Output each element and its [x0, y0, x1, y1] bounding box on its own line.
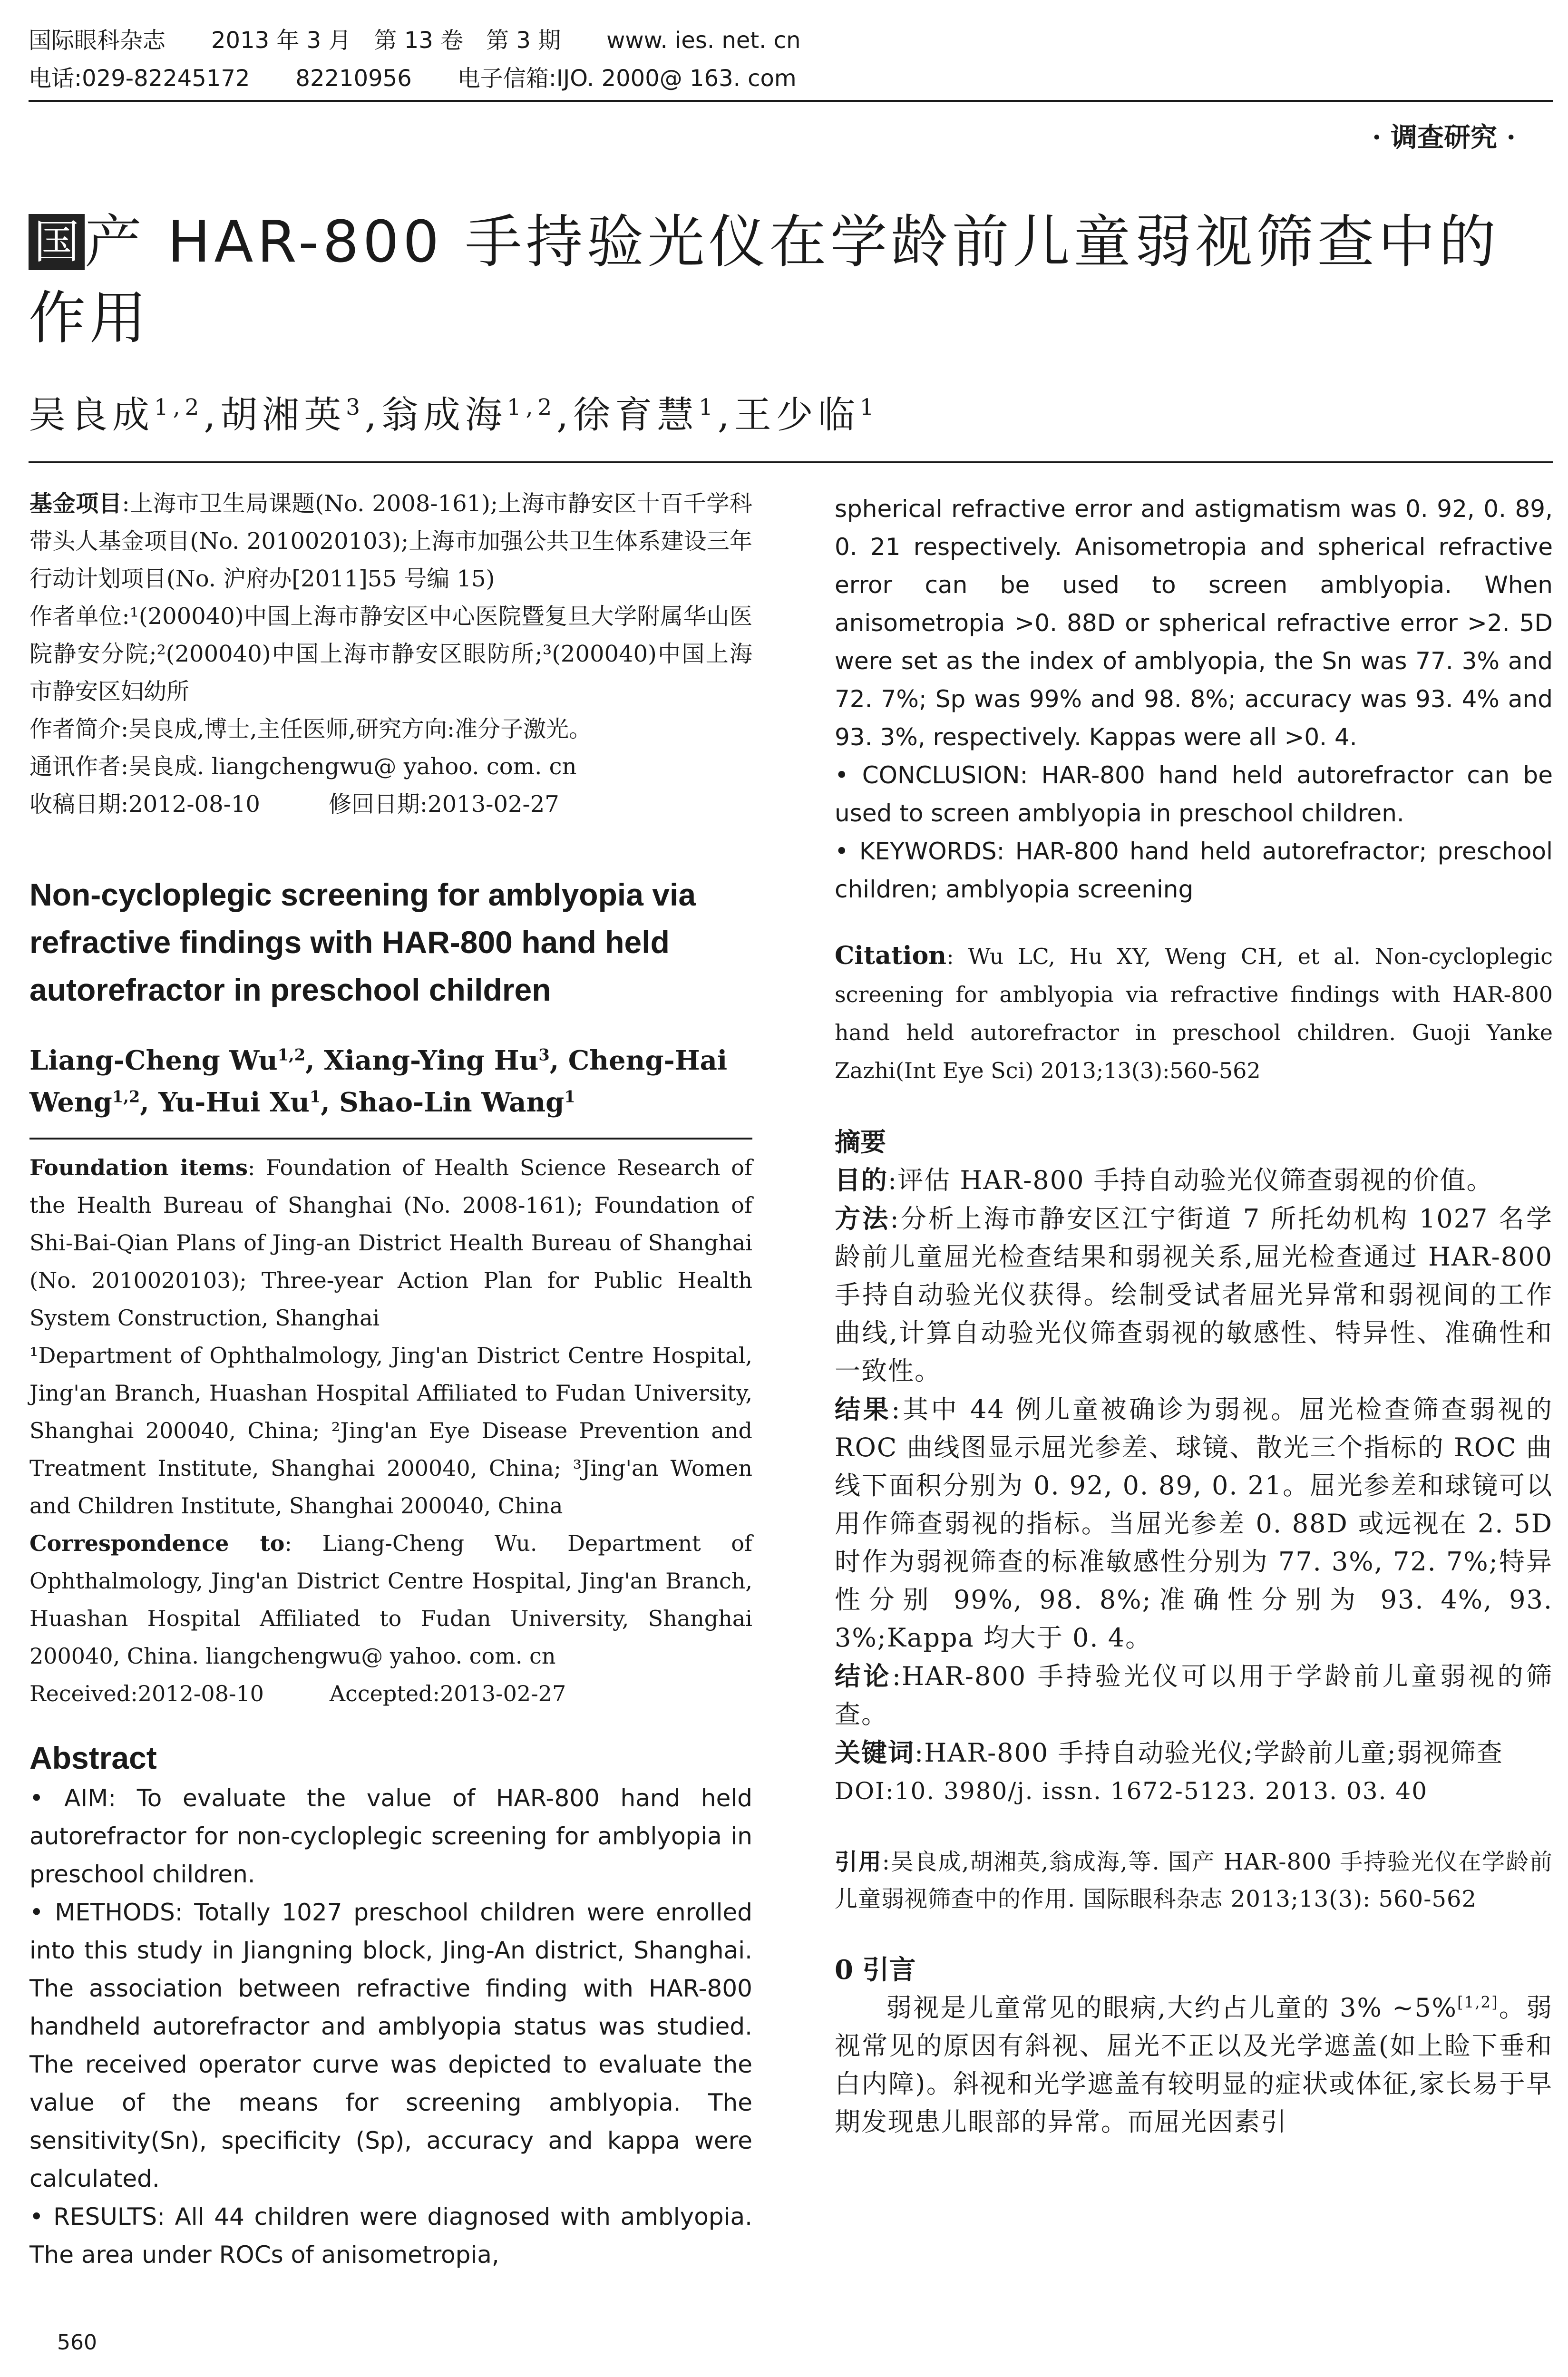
- abstract-heading: Abstract: [29, 1740, 157, 1775]
- article-title: [29, 205, 1550, 357]
- left-column: [29, 485, 752, 2274]
- methods-cn-label: 方法: [835, 1203, 890, 1234]
- doi: DOI:10. 3980/j. issn. 1672-5123. 2013. 03. 40: [835, 1777, 1428, 1805]
- intro-text: 弱视是儿童常见的眼病,大约占儿童的 3% ~5%: [886, 1993, 1457, 2023]
- journal-logo-mark: 国: [29, 214, 85, 270]
- corresponding-author: 通讯作者:吴良成. liangchengwu@ yahoo. com. cn: [29, 753, 577, 780]
- funding-label: 基金项目: [29, 490, 122, 517]
- author-bio: 作者简介:吴良成,博士,主任医师,研究方向:准分子激光。: [29, 716, 592, 742]
- abstract-en-right: [835, 490, 1553, 908]
- received-dates-cn: 收稿日期:2012-08-10 修回日期:2013-02-27: [29, 791, 559, 818]
- author-en-sup: 1,2: [277, 1045, 306, 1064]
- conclusion-cn-label: 结论: [835, 1661, 892, 1691]
- english-title: Non-cycloplegic screening for amblyopia via refractive findings with HAR-800 hand held autorefractor in preschool children: [29, 877, 696, 1007]
- abstract-en-left: [29, 1779, 752, 2274]
- author-cn-sup: 1: [859, 395, 879, 420]
- author-cn-sup: 1,2: [154, 395, 204, 420]
- author-en: Xiang-Ying Hu: [324, 1045, 539, 1076]
- citation-cn-text: :吴良成,胡湘英,翁成海,等. 国产 HAR-800 手持验光仪在学龄前儿童弱视筛查中的作用. 国际眼科杂志 2013;13(3): 560-562: [835, 1849, 1553, 1912]
- citation-cn: [835, 1843, 1553, 1918]
- foundation-label: Foundation items: [29, 1155, 248, 1180]
- en-metadata: [29, 1149, 752, 1713]
- conclusion-cn-text: :HAR-800 手持验光仪可以用于学龄前儿童弱视的筛查。: [835, 1661, 1553, 1729]
- affiliation-label: 作者单位: [29, 603, 122, 630]
- author-cn: 翁成海: [381, 394, 507, 437]
- funding-text: :上海市卫生局课题(No. 2008-161);上海市静安区十百千学科带头人基金项目(No. 2010020103);上海市加强公共卫生体系建设三年行动计划项目(No. 沪府办[2011]55 号编 15): [29, 490, 752, 592]
- abstract-conclusion: • CONCLUSION: HAR-800 hand held autorefractor can be used to screen amblyopia in preschool children.: [835, 761, 1553, 827]
- author-cn: 徐育慧: [573, 394, 699, 437]
- abstract-results: • RESULTS: All 44 children were diagnosed with amblyopia. The area under ROCs of anisometropia,: [29, 2203, 752, 2269]
- intro-heading: 0 引言: [835, 1954, 916, 1986]
- author-cn: 胡湘英: [220, 394, 346, 437]
- foundation-text: : Foundation of Health Science Research of the Health Bureau of Shanghai (No. 2008-161); Foundation of Shi-Bai-Qian Plans of Jing-an District Health Bureau of Shanghai (No. 2010020103); Three-year Action Plan for Public Health System Construction, Shanghai: [29, 1155, 752, 1331]
- aim-cn-label: 目的: [835, 1165, 888, 1195]
- page-number: 560: [57, 2330, 97, 2355]
- author-cn: 王少临: [734, 394, 860, 437]
- authors-cn: 吴良成$^{1,2}$,胡湘英$^3$,翁成海$^{1,2}$,徐育慧$^1$,王少临$^1$: [29, 394, 879, 437]
- title-line-2: 作用: [29, 285, 150, 351]
- author-en-sup: 1,2: [112, 1087, 140, 1106]
- author-en-sup: 1: [564, 1087, 575, 1106]
- header-rule: [29, 100, 1553, 102]
- keywords-cn-text: :HAR-800 手持自动验光仪;学龄前儿童;弱视筛查: [915, 1738, 1503, 1768]
- authors-rule: [29, 461, 1553, 463]
- journal-header-line-1: 国际眼科杂志 2013 年 3 月 第 13 卷 第 3 期 www. ies. net. cn: [29, 27, 801, 54]
- keywords-cn-label: 关键词: [835, 1737, 915, 1768]
- abstract-cn-heading: 摘要: [835, 1127, 886, 1157]
- abstract-aim: • AIM: To evaluate the value of HAR-800 hand held autorefractor for non-cycloplegic screening for amblyopia in preschool children.: [29, 1784, 752, 1888]
- citation-label: Citation: [835, 941, 947, 970]
- methods-cn-text: :分析上海市静安区江宁街道 7 所托幼机构 1027 名学龄前儿童屈光检查结果和弱视关系,屈光检查通过 HAR-800 手持自动验光仪获得。绘制受试者屈光异常和弱视间的工作曲线,计算自动验光仪筛查弱视的敏感性、特异性、准确性和一致性。: [835, 1204, 1553, 1386]
- correspondence-label: Correspondence to: [29, 1530, 285, 1556]
- author-en: Liang-Cheng Wu: [29, 1045, 278, 1076]
- author-en: Yu-Hui Xu: [158, 1087, 310, 1118]
- abstract-keywords: • KEYWORDS: HAR-800 hand held autorefractor; preschool children; amblyopia screening: [835, 838, 1553, 903]
- departments-text: ¹Department of Ophthalmology, Jing'an District Centre Hospital, Jing'an Branch, Huashan Hospital Affiliated to Fudan University, Shanghai 200040, China; ²Jing'an Eye Disease Prevention and Treatment Institute, Shanghai 200040, China; ³Jing'an Women and Children Institute, Shanghai 200040, China: [29, 1343, 752, 1519]
- author-cn-sup: 3: [346, 395, 365, 420]
- section-tag: · 调查研究 ·: [1372, 122, 1516, 153]
- cn-metadata: [29, 485, 752, 823]
- author-en: Shao-Lin Wang: [339, 1087, 565, 1118]
- abstract-cn: [835, 1161, 1553, 1810]
- authors-en: Liang-Cheng Wu$^{1,2}$, Xiang-Ying Hu$^3$, Cheng-Hai Weng$^{1,2}$, Yu-Hui Xu$^1$, Shao-Lin Wang$^1$: [29, 1045, 728, 1118]
- intro-reference: [1,2]: [1457, 1993, 1499, 2011]
- right-column: [835, 490, 1553, 2141]
- abstract-results-continued: spherical refractive error and astigmatism was 0. 92, 0. 89, 0. 21 respectively. Anisometropia and spherical refractive error can be used to screen amblyopia. When anisometropia >0. 88D or spherical refractive error >2. 5D were set as the index of amblyopia, the Sn was 77. 3% and 72. 7%; Sp was 99% and 98. 8%; accuracy was 93. 4% and 93. 3%, respectively. Kappas were all >0. 4.: [835, 495, 1553, 751]
- authors-en-rule: [29, 1138, 752, 1140]
- author-cn-sup: 1: [699, 395, 718, 420]
- citation-text: : Wu LC, Hu XY, Weng CH, et al. Non-cycloplegic screening for amblyopia via refractive findings with HAR-800 hand held autorefractor in preschool children. Guoji Yanke Zazhi(Int Eye Sci) 2013;13(3):560-562: [835, 944, 1553, 1083]
- author-en-sup: 3: [538, 1045, 550, 1064]
- affiliation-text: :¹(200040)中国上海市静安区中心医院暨复旦大学附属华山医院静安分院;²(200040)中国上海市静安区眼防所;³(200040)中国上海市静安区妇幼所: [29, 603, 752, 705]
- citation-en: [835, 937, 1553, 1090]
- journal-header-line-2: 电话:029-82245172 82210956 电子信箱:IJO. 2000@ 163. com: [29, 65, 797, 92]
- received-dates-en: Received:2012-08-10 Accepted:2013-02-27: [29, 1681, 566, 1706]
- citation-cn-label: 引用: [835, 1849, 882, 1875]
- author-cn: 吴良成: [29, 394, 155, 437]
- results-cn-label: 结果: [835, 1394, 892, 1424]
- author-cn-sup: 1,2: [506, 395, 557, 420]
- intro-text-continued: 。弱视常见的原因有斜视、屈光不正以及光学遮盖(如上睑下垂和白内障)。斜视和光学遮盖有较明显的症状或体征,家长易于早期发现患儿眼部的异常。而屈光因素引: [835, 1993, 1553, 2137]
- author-en: Cheng-Hai Weng: [29, 1045, 728, 1118]
- intro-paragraph: [835, 1989, 1553, 2141]
- aim-cn-text: :评估 HAR-800 手持自动验光仪筛查弱视的价值。: [888, 1165, 1493, 1195]
- correspondence-text: : Liang-Cheng Wu. Department of Ophthalmology, Jing'an District Centre Hospital, Jing'an Branch, Huashan Hospital Affiliated to Fudan University, Shanghai 200040, China. liangchengwu@ yahoo. com. cn: [29, 1530, 752, 1669]
- title-line-1: 产 HAR-800 手持验光仪在学龄前儿童弱视筛查中的: [85, 209, 1500, 275]
- results-cn-text: :其中 44 例儿童被确诊为弱视。屈光检查筛查弱视的 ROC 曲线图显示屈光参差、球镜、散光三个指标的 ROC 曲线下面积分别为 0. 92, 0. 89, 0. 21。屈光参差和球镜可以用作筛查弱视的指标。当屈光参差 0. 88D 或远视在 2. 5D 时作为弱视筛查的标准敏感性分别为 77. 3%, 72. 7%;特异性分别 99%, 98. 8%;准确性分别为 93. 4%, 93. 3%;Kappa 均大于 0. 4。: [835, 1394, 1553, 1653]
- author-en-sup: 1: [309, 1087, 321, 1106]
- abstract-methods: • METHODS: Totally 1027 preschool children were enrolled into this study in Jiangning block, Jing-An district, Shanghai. The association between refractive finding with HAR-800 handheld autorefractor and amblyopia status was studied. The received operator curve was depicted to evaluate the value of the means for screening amblyopia. The sensitivity(Sn), specificity (Sp), accuracy and kappa were calculated.: [29, 1899, 752, 2192]
